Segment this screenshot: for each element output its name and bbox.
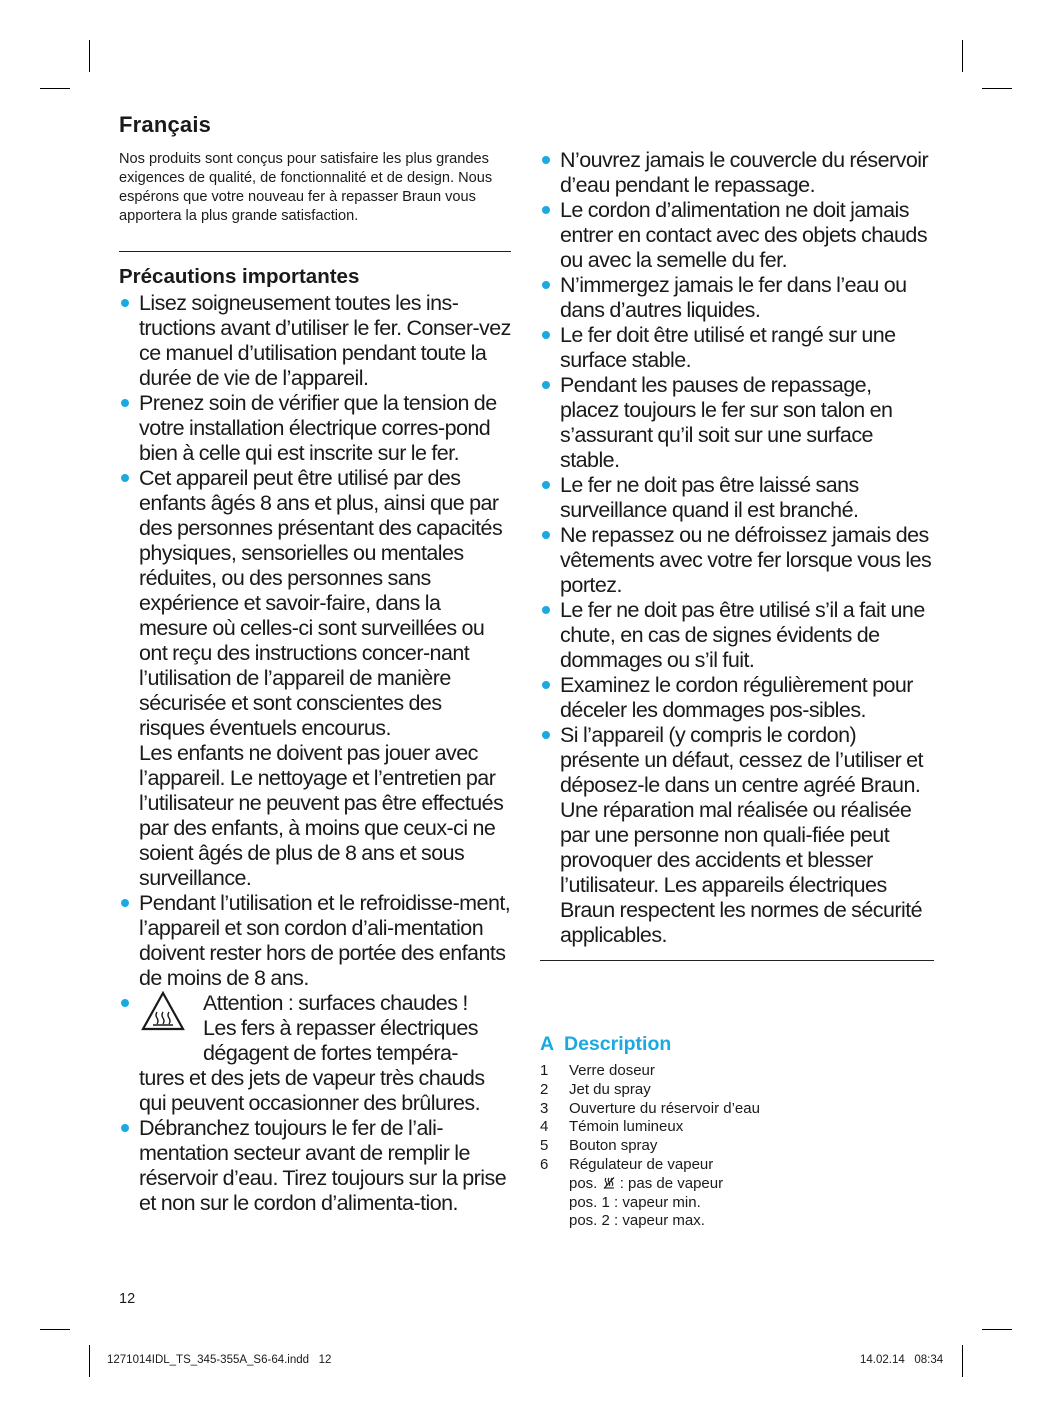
bullet-icon	[542, 331, 550, 339]
precautions-list-continued	[540, 148, 934, 948]
list-item: Le cordon d’alimentation ne doit jamais entrer en contact avec des objets chauds ou avec la semelle du fer.	[540, 198, 934, 273]
warning-item: Attention : surfaces chaudes ! Les fers à repasser électriques dégagent de fortes tempéra- tures et des jets de vapeur très chauds qui peuvent occasionner des brûlures.	[119, 991, 511, 1116]
bullet-icon	[542, 156, 550, 164]
steam-position-1: pos. 1 : vapeur min.	[569, 1193, 701, 1211]
list-item: Débranchez toujours le fer de l’ali-mentation secteur avant de remplir le réservoir d’eau. Tirez toujours sur la prise et non sur le cordon d’alimenta-tion.	[119, 1116, 511, 1216]
list-item: 2 Jet du spray	[540, 1080, 651, 1098]
bullet-icon	[121, 1124, 129, 1132]
list-item: N’ouvrez jamais le couvercle du réservoir d’eau pendant le repassage.	[540, 148, 934, 198]
list-item: N’immergez jamais le fer dans l’eau ou dans d’autres liquides.	[540, 273, 934, 323]
bullet-icon	[542, 681, 550, 689]
bullet-icon	[542, 531, 550, 539]
bullet-icon	[542, 606, 550, 614]
bullet-icon	[121, 474, 129, 482]
hot-surface-warning-icon	[141, 991, 185, 1031]
page-number: 12	[119, 1291, 136, 1307]
crop-mark	[962, 40, 963, 72]
list-item: Pendant l’utilisation et le refroidisse-ment, l’appareil et son cordon d’ali-mentation doivent rester hors de portée des enfants de moins de 8 ans.	[119, 891, 511, 991]
list-item: 4 Témoin lumineux	[540, 1118, 684, 1136]
list-item: Examinez le cordon régulièrement pour déceler les dommages pos-sibles.	[540, 673, 934, 723]
footer-timestamp: 14.02.14 08:34	[860, 1354, 944, 1366]
right-column	[540, 148, 934, 1231]
precautions-title: Précautions importantes	[119, 265, 360, 288]
list-item: Lisez soigneusement toutes les ins-tructions avant d’utiliser le fer. Conser-vez ce manuel d’utilisation pendant toute la durée de vie de l’appareil.	[119, 291, 511, 391]
bullet-icon	[542, 206, 550, 214]
bullet-icon	[542, 381, 550, 389]
intro-paragraph: Nos produits sont conçus pour satisfaire les plus grandes exigences de qualité, de fonctionnalité et de design. Nous espérons que votre nouveau fer à repasser Braun vous apportera la plus grande satisfaction.	[119, 151, 493, 224]
footer-file-info: 1271014IDL_TS_345-355A_S6-64.indd 12	[107, 1354, 332, 1366]
list-item: Le fer ne doit pas être laissé sans surveillance quand il est branché.	[540, 473, 934, 523]
bullet-icon	[542, 481, 550, 489]
bullet-icon	[542, 731, 550, 739]
divider	[119, 251, 511, 252]
left-column	[119, 112, 511, 1216]
list-item: 3 Ouverture du réservoir d’eau	[540, 1099, 760, 1117]
list-item: Le fer ne doit pas être utilisé s’il a fait une chute, en cas de signes évidents de dommages ou s’il fuit.	[540, 598, 934, 673]
list-item: 1 Verre doseur	[540, 1062, 655, 1079]
divider	[540, 960, 934, 961]
bullet-icon	[542, 281, 550, 289]
section-title: Français	[119, 112, 212, 137]
steam-position-2: pos. 2 : vapeur max.	[569, 1212, 705, 1230]
crop-mark	[89, 1345, 90, 1377]
bullet-icon	[121, 399, 129, 407]
description-heading: A Description	[540, 1033, 672, 1055]
bullet-icon	[121, 899, 129, 907]
list-item: Ne repassez ou ne défroissez jamais des vêtements avec votre fer lorsque vous les portez.	[540, 523, 934, 598]
bullet-icon	[121, 999, 129, 1007]
no-steam-icon	[602, 1176, 616, 1190]
list-item: Le fer doit être utilisé et rangé sur une surface stable.	[540, 323, 934, 373]
list-item: Prenez soin de vérifier que la tension de votre installation électrique corres-pond bien à celle qui est inscrite sur le fer.	[119, 391, 511, 466]
list-item: 6 Régulateur de vapeur	[540, 1155, 714, 1173]
crop-mark	[982, 88, 1012, 89]
list-item: Si l’appareil (y compris le cordon) présente un défaut, cessez de l’utiliser et déposez-le dans un centre agréé Braun. Une réparation mal réalisée ou réalisée par une personne non quali-fiée peut provoquer des accidents et blesser l’utilisateur. Les appareils électriques Braun respectent les normes de sécurité applicables.	[540, 723, 934, 948]
description-list	[540, 1062, 934, 1231]
list-item: Pendant les pauses de repassage, placez toujours le fer sur son talon en s’assurant qu’il soit sur une surface stable.	[540, 373, 934, 473]
precautions-list	[119, 291, 511, 1216]
list-item: 5 Bouton spray	[540, 1137, 658, 1155]
steam-position-none: pos. : pas de vapeur	[569, 1174, 724, 1192]
list-item: Cet appareil peut être utilisé par des enfants âgés 8 ans et plus, ainsi que par des personnes présentant des capacités physiques, sensorielles ou mentales réduites, ou des personnes sans expérience et savoir-faire, dans la mesure où celles-ci sont surveillées ou ont reçu des instructions concer-nant l’utilisation de l’appareil de manière sécurisée et sont conscientes des risques éventuels encourus. Les enfants ne doivent pas jouer avec l’appareil. Le nettoyage et l’entretien par l’utilisateur ne peuvent pas être effectués par des enfants, à moins que ceux-ci ne soient âgés de plus de 8 ans et sous surveillance.	[119, 466, 511, 891]
crop-mark	[89, 40, 90, 72]
bullet-icon	[121, 299, 129, 307]
crop-mark	[962, 1345, 963, 1377]
crop-mark	[982, 1329, 1012, 1330]
children-note: Les enfants ne doivent pas jouer avec l’appareil. Le nettoyage et l’entretien par l’utilisateur ne peuvent pas être effectués par des enfants, à moins que ceux-ci ne soient âgés de plus de 8 ans et sous surveillance.	[139, 741, 504, 890]
crop-mark	[40, 88, 70, 89]
crop-mark	[40, 1329, 70, 1330]
